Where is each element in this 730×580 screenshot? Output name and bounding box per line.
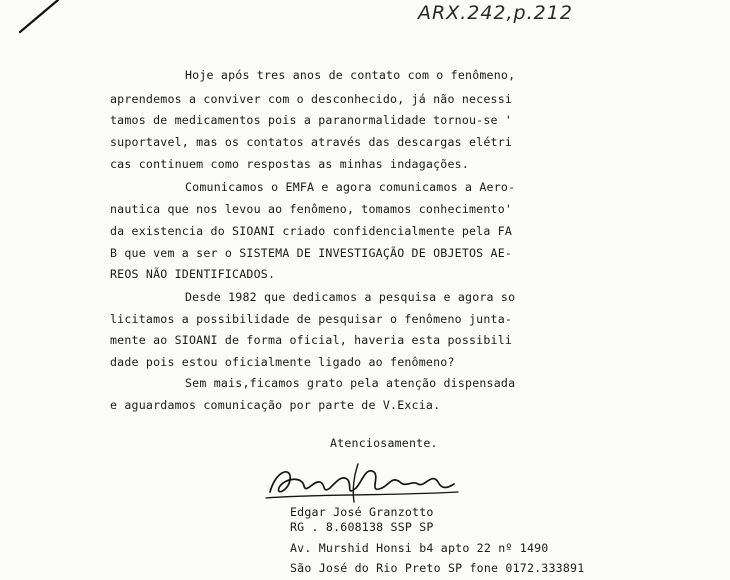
body-line: suportavel, mas os contatos através das descargas elétri bbox=[110, 135, 513, 149]
body-line: tamos de medicamentos pois a paranormalidade tornou-se ' bbox=[110, 113, 513, 127]
body-line: nautica que nos levou ao fenômeno, tomamos conhecimento' bbox=[110, 202, 513, 216]
body-line: Hoje após tres anos de contato com o fenômeno, bbox=[185, 68, 516, 82]
handwritten-signature bbox=[262, 458, 462, 508]
signer-address-line1: Av. Murshid Honsi b4 apto 22 nº 1490 bbox=[290, 541, 549, 555]
body-line: Comunicamos o EMFA e agora comunicamos a Aero- bbox=[185, 180, 516, 194]
body-line: da existencia do SIOANI criado confidencialmente pela FA bbox=[110, 224, 513, 238]
signer-address-line2: São José do Rio Preto SP fone 0172.333891 bbox=[290, 561, 585, 575]
signer-rg: RG . 8.608138 SSP SP bbox=[290, 520, 434, 534]
body-line: B que vem a ser o SISTEMA DE INVESTIGAÇÃO DE OBJETOS AE- bbox=[110, 246, 513, 260]
body-line: Desde 1982 que dedicamos a pesquisa e agora so bbox=[185, 290, 516, 304]
body-line: aprendemos a conviver com o desconhecido, já não necessi bbox=[110, 92, 513, 106]
body-line: licitamos a possibilidade de pesquisar o fenômeno junta- bbox=[110, 312, 513, 326]
body-line: dade pois estou oficialmente ligado ao fenômeno? bbox=[110, 355, 455, 369]
body-line: REOS NÃO IDENTIFICADOS. bbox=[110, 267, 276, 281]
closing: Atenciosamente. bbox=[330, 436, 438, 450]
signer-name: Edgar José Granzotto bbox=[290, 505, 434, 519]
archive-reference: ARX.242,p.212 bbox=[418, 2, 573, 24]
body-line: mente ao SIOANI de forma oficial, haveria esta possibili bbox=[110, 333, 513, 347]
corner-pen-mark bbox=[18, 0, 78, 40]
body-line: cas continuem como respostas as minhas indagações. bbox=[110, 157, 470, 171]
body-line: Sem mais,ficamos grato pela atenção dispensada bbox=[185, 376, 516, 390]
body-line: e aguardamos comunicação por parte de V.Excia. bbox=[110, 398, 441, 412]
